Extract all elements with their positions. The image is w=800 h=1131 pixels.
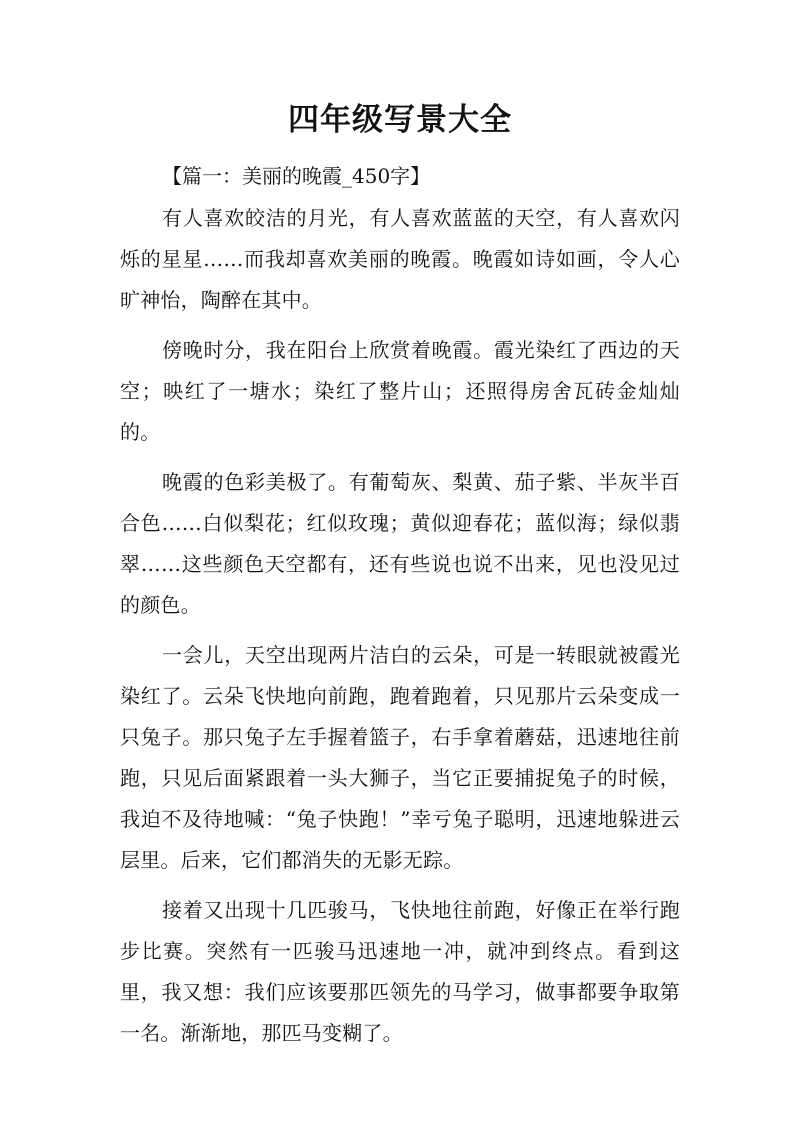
paragraph-2: 傍晚时分，我在阳台上欣赏着晚霞。霞光染红了西边的天空；映红了一塘水；染红了整片山；还照得房舍瓦砖金灿灿的。 <box>120 338 680 444</box>
section-heading: 【篇一：美丽的晚霞_450字】 <box>162 164 431 188</box>
paragraph-1: 有人喜欢皎洁的月光，有人喜欢蓝蓝的天空，有人喜欢闪烁的星星……而我却喜欢美丽的晚霞。晚霞如诗如画，令人心旷神怡，陶醉在其中。 <box>120 206 680 312</box>
paragraph-5: 接着又出现十几匹骏马，飞快地往前跑，好像正在举行跑步比赛。突然有一匹骏马迅速地一冲，就冲到终点。看到这里，我又想：我们应该要那匹领先的马学习，做事都要争取第一名。渐渐地，那匹马变糊了。 <box>120 898 680 1045</box>
body-text <box>120 198 680 1054</box>
paragraph-4: 一会儿，天空出现两片洁白的云朵，可是一转眼就被霞光染红了。云朵飞快地向前跑，跑着跑着，只见那片云朵变成一只兔子。那只兔子左手握着篮子，右手拿着蘑菇，迅速地往前跑，只见后面紧跟着一头大狮子，当它正要捕捉兔子的时候，我迫不及待地喊：“兔子快跑！”幸亏兔子聪明，迅速地躲进云层里。后来，它们都消失的无影无踪。 <box>120 643 680 872</box>
document-title: 四年级写景大全 <box>288 102 512 138</box>
paragraph-3: 晚霞的色彩美极了。有葡萄灰、梨黄、茄子紫、半灰半百合色……白似梨花；红似玫瑰；黄似迎春花；蓝似海；绿似翡翠……这些颜色天空都有，还有些说也说不出来，见也没见过的颜色。 <box>120 470 680 617</box>
